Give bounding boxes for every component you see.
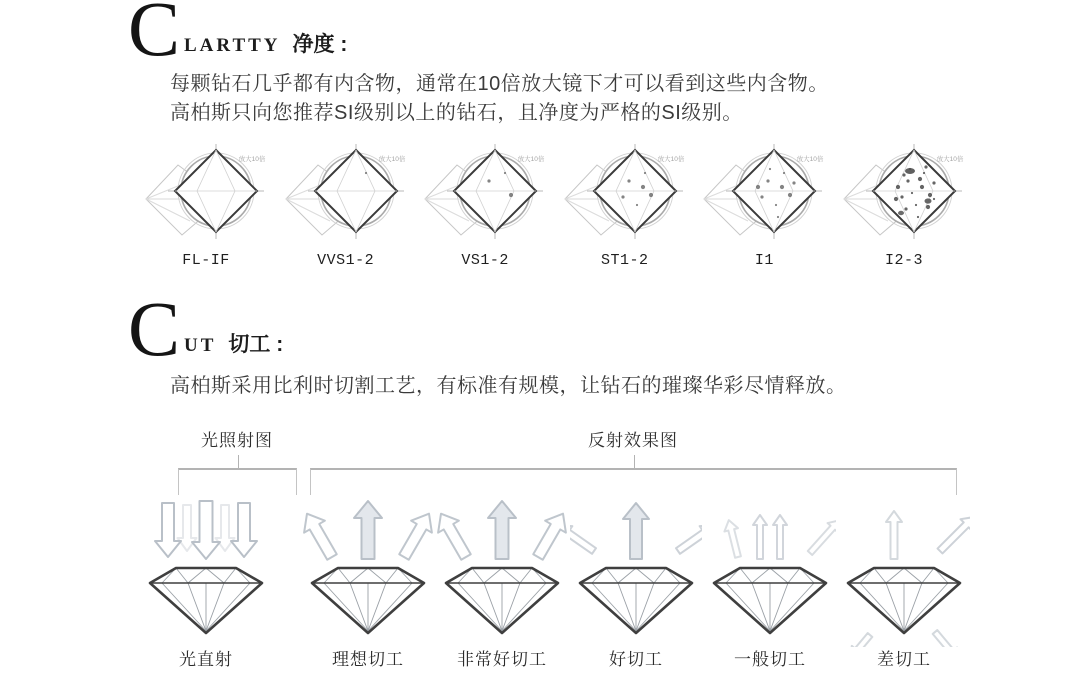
facet-lines [324,568,412,631]
cut-ray-diagram [140,497,272,647]
cut-ray-diagram [704,497,836,647]
light-ray-arrow [231,503,257,557]
clarity-section-initial: C [128,0,181,72]
cut-ray-diagram [838,497,970,647]
light-ray-arrow [394,508,434,563]
light-incidence-label: 光照射图 [201,431,273,450]
cut-grade-cell [838,497,970,670]
facet-lines [592,568,680,631]
light-ray-arrow [930,628,964,647]
clarity-grades-row [140,143,970,269]
brilliant-diamond-side-view [150,568,262,633]
light-ray-arrow [155,503,181,557]
clarity-grade-label: VVS1-2 [317,252,375,269]
light-ray-arrow [302,508,342,563]
reflection-effect-label: 反射效果图 [588,431,678,450]
brilliant-diamond-side-view [312,568,424,633]
clarity-title-en: LARTTY [184,35,281,56]
cut-ray-diagram [570,497,702,647]
clarity-grade-label: VS1-2 [461,252,509,269]
cut-grade-cell [570,497,702,670]
clarity-loupe-diagram [140,143,272,247]
cut-section-initial: C [128,285,181,372]
clarity-grade-cell [419,143,551,269]
light-ray-arrow [773,515,787,559]
light-ray-arrow [488,501,516,559]
cut-grade-cell [704,497,836,670]
clarity-grade-label: ST1-2 [601,252,649,269]
light-ray-arrow [845,631,875,647]
reflection-effect-bracket [310,468,957,495]
light-ray-arrow [805,516,836,558]
facet-lines [458,568,546,631]
loupe-magnification-label: 放大10倍 [517,156,545,163]
clarity-loupe-diagram [698,143,830,247]
facet-lines [726,568,814,631]
cut-title-cn: 切工 : [228,333,284,356]
clarity-grade-cell [140,143,272,269]
clarity-grade-cell [698,143,830,269]
cut-title-en: UT [184,335,217,356]
brilliant-diamond-side-view [580,568,692,633]
cut-grades-row [140,497,970,670]
cut-grade-label: 光直射 [179,650,233,669]
loupe-magnification-label: 放大10倍 [378,156,405,163]
cut-ray-diagram [302,497,434,647]
brilliant-diamond-side-view [446,568,558,633]
brilliant-diamond-side-view [848,568,960,633]
clarity-grade-label: I2-3 [884,252,923,269]
clarity-loupe-diagram [280,143,412,247]
cut-grade-cell [302,497,434,670]
facet-lines [162,568,250,631]
light-ray-arrow [623,503,649,559]
light-ray-arrow [673,519,702,557]
clarity-grade-label: FL-IF [182,252,230,269]
clarity-paragraph-line1: 每颗钻石几乎都有内含物，通常在10倍放大镜下才可以看到这些内含物。 [170,73,829,95]
clarity-title-cn: 净度 : [292,33,348,56]
clarity-grade-label: I1 [754,252,774,269]
cut-ray-diagram [436,497,568,647]
light-ray-arrow [934,511,970,556]
brilliant-diamond-side-view [714,568,826,633]
cut-section-title [184,328,283,358]
light-ray-arrow [753,515,767,559]
clarity-grade-cell [280,143,412,269]
loupe-magnification-label: 放大10倍 [238,156,266,163]
cut-grade-label: 差切工 [877,650,931,669]
light-ray-arrow [192,501,220,559]
cut-grade-label: 好切工 [609,650,663,669]
clarity-loupe-diagram [419,143,551,247]
light-ray-arrow [570,519,599,557]
light-ray-arrow [886,511,902,559]
clarity-grade-cell [838,143,970,269]
light-ray-arrow [528,508,568,563]
loupe-magnification-label: 放大10倍 [936,156,964,163]
clarity-paragraph-line2: 高柏斯只向您推荐SI级别以上的钻石，且净度为严格的SI级别。 [170,102,743,124]
clarity-loupe-diagram [838,143,970,247]
clarity-section-title [184,28,347,58]
cut-grade-cell [140,497,272,670]
cut-grade-label: 一般切工 [734,650,806,669]
facet-lines [860,568,948,631]
light-ray-arrow [354,501,382,559]
clarity-grade-cell [559,143,691,269]
loupe-magnification-label: 放大10倍 [797,156,824,163]
light-ray-arrow [722,518,745,558]
clarity-paragraph [170,70,829,128]
loupe-magnification-label: 放大10倍 [657,156,685,163]
cut-grade-cell [436,497,568,670]
clarity-loupe-diagram [559,143,691,247]
cut-grade-label: 非常好切工 [457,650,547,669]
light-ray-arrow [436,508,476,563]
cut-paragraph: 高柏斯采用比利时切割工艺，有标准有规模，让钻石的璀璨华彩尽情释放。 [170,375,847,397]
cut-grade-label: 理想切工 [332,650,404,669]
light-incidence-bracket [178,468,297,495]
